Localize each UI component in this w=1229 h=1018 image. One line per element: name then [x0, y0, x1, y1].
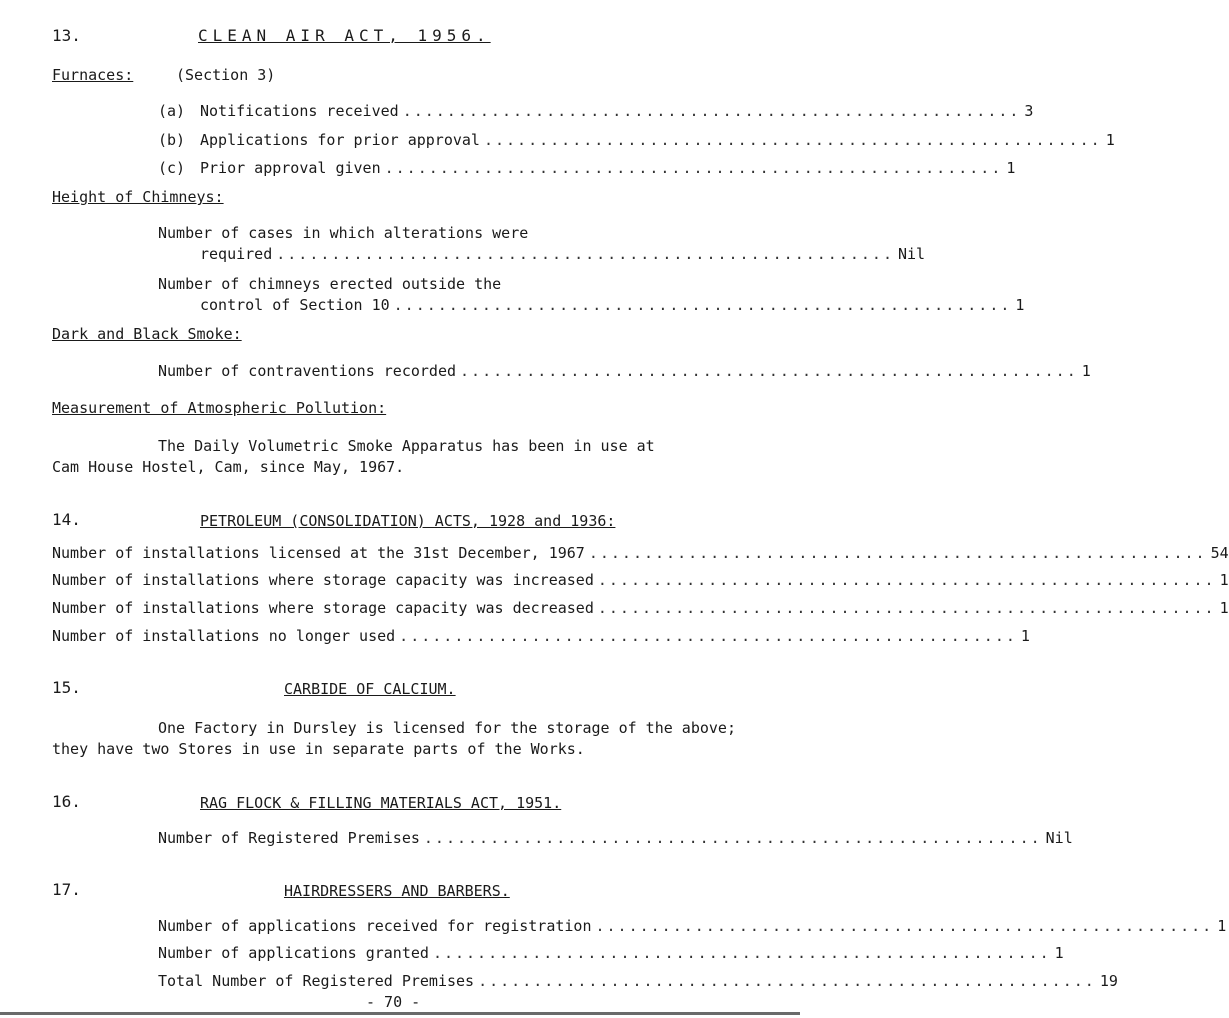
alterations-label-line1: Number of cases in which alterations were: [158, 224, 529, 242]
furnace-item-label: Applications for prior approval: [200, 131, 480, 149]
measurement-line1: The Daily Volumetric Smoke Apparatus has been in use at: [158, 437, 655, 455]
dot-leader: ........................................................: [483, 131, 1102, 149]
rag-row: [158, 829, 1073, 847]
dot-leader: ........................................................: [276, 245, 894, 263]
erected-label-line1: Number of chimneys erected outside the: [158, 275, 502, 293]
dot-leader: ........................................................: [595, 917, 1214, 935]
smoke-row: [158, 362, 1091, 380]
petroleum-item-value: 1: [1020, 627, 1030, 645]
chimneys-heading: Height of Chimneys:: [52, 188, 224, 206]
dot-leader: ........................................................: [597, 599, 1216, 617]
carbide-line2: they have two Stores in use in separate parts of the Works.: [52, 740, 585, 758]
furnace-item: [200, 102, 1034, 120]
dot-leader: ........................................................: [399, 627, 1017, 645]
petroleum-item-label: Number of installations licensed at the 31st December, 1967: [52, 544, 585, 562]
petroleum-item: [52, 544, 1229, 562]
petroleum-heading: PETROLEUM (CONSOLIDATION) ACTS, 1928 and 1936:: [200, 512, 616, 530]
furnace-item-marker: (c): [158, 159, 186, 177]
dot-leader: ........................................................: [588, 544, 1207, 562]
smoke-value: 1: [1081, 362, 1091, 380]
carbide-heading: CARBIDE OF CALCIUM.: [284, 680, 456, 698]
dot-leader: ........................................................: [384, 159, 1003, 177]
section-number: 14.: [52, 510, 81, 529]
hair-heading: HAIRDRESSERS AND BARBERS.: [284, 882, 510, 900]
furnace-item: [200, 159, 1016, 177]
hair-item-value: 1: [1054, 944, 1064, 962]
petroleum-item-label: Number of installations no longer used: [52, 627, 396, 645]
footer-page-number: - 70 -: [366, 993, 421, 1011]
page-number: 13.: [52, 26, 81, 45]
furnace-item-value: 1: [1105, 131, 1115, 149]
dot-leader: ........................................................: [423, 829, 1042, 847]
hair-item: [158, 972, 1118, 990]
footer-rule: [0, 1012, 800, 1015]
petroleum-item-label: Number of installations where storage capacity was increased: [52, 571, 594, 589]
erected-value: 1: [1015, 296, 1025, 314]
dot-leader: ........................................................: [460, 362, 1078, 380]
petroleum-item-value: 1: [1219, 571, 1229, 589]
petroleum-item: [52, 627, 1030, 645]
erected-row: [200, 296, 1025, 314]
furnaces-heading: Furnaces:: [52, 66, 134, 84]
hair-item-value: 19: [1099, 972, 1118, 990]
page-title: CLEAN AIR ACT, 1956.: [198, 26, 491, 45]
furnace-item: [200, 131, 1115, 149]
hair-item-label: Number of applications received for registration: [158, 917, 592, 935]
carbide-line1: One Factory in Dursley is licensed for the storage of the above;: [158, 719, 736, 737]
section-number: 17.: [52, 880, 81, 899]
dot-leader: ........................................................: [432, 944, 1051, 962]
erected-label-line2: control of Section 10: [200, 296, 390, 314]
hair-item: [158, 917, 1227, 935]
furnace-item-value: 1: [1006, 159, 1016, 177]
dot-leader: ........................................................: [402, 102, 1021, 120]
alterations-row: [200, 245, 926, 263]
dot-leader: ........................................................: [393, 296, 1012, 314]
furnaces-section: (Section 3): [176, 66, 276, 84]
hair-item-label: Number of applications granted: [158, 944, 429, 962]
furnace-item-marker: (a): [158, 102, 186, 120]
section-number: 16.: [52, 792, 81, 811]
petroleum-item-label: Number of installations where storage capacity was decreased: [52, 599, 594, 617]
petroleum-item: [52, 571, 1229, 589]
rag-value: Nil: [1045, 829, 1073, 847]
measurement-line2: Cam House Hostel, Cam, since May, 1967.: [52, 458, 405, 476]
rag-heading: RAG FLOCK & FILLING MATERIALS ACT, 1951.: [200, 794, 562, 812]
smoke-heading: Dark and Black Smoke:: [52, 325, 242, 343]
alterations-label-line2: required: [200, 245, 273, 263]
furnace-item-value: 3: [1024, 102, 1034, 120]
furnace-item-label: Notifications received: [200, 102, 399, 120]
petroleum-item-value: 54: [1210, 544, 1229, 562]
hair-item-label: Total Number of Registered Premises: [158, 972, 475, 990]
measurement-heading: Measurement of Atmospheric Pollution:: [52, 399, 387, 417]
furnace-item-label: Prior approval given: [200, 159, 381, 177]
hair-item-value: 1: [1217, 917, 1227, 935]
petroleum-item-value: 1: [1219, 599, 1229, 617]
dot-leader: ........................................................: [478, 972, 1096, 990]
rag-label: Number of Registered Premises: [158, 829, 420, 847]
dot-leader: ........................................................: [597, 571, 1216, 589]
alterations-value: Nil: [897, 245, 926, 263]
furnace-item-marker: (b): [158, 131, 186, 149]
section-number: 15.: [52, 678, 81, 697]
hair-item: [158, 944, 1064, 962]
petroleum-item: [52, 599, 1229, 617]
smoke-label: Number of contraventions recorded: [158, 362, 457, 380]
